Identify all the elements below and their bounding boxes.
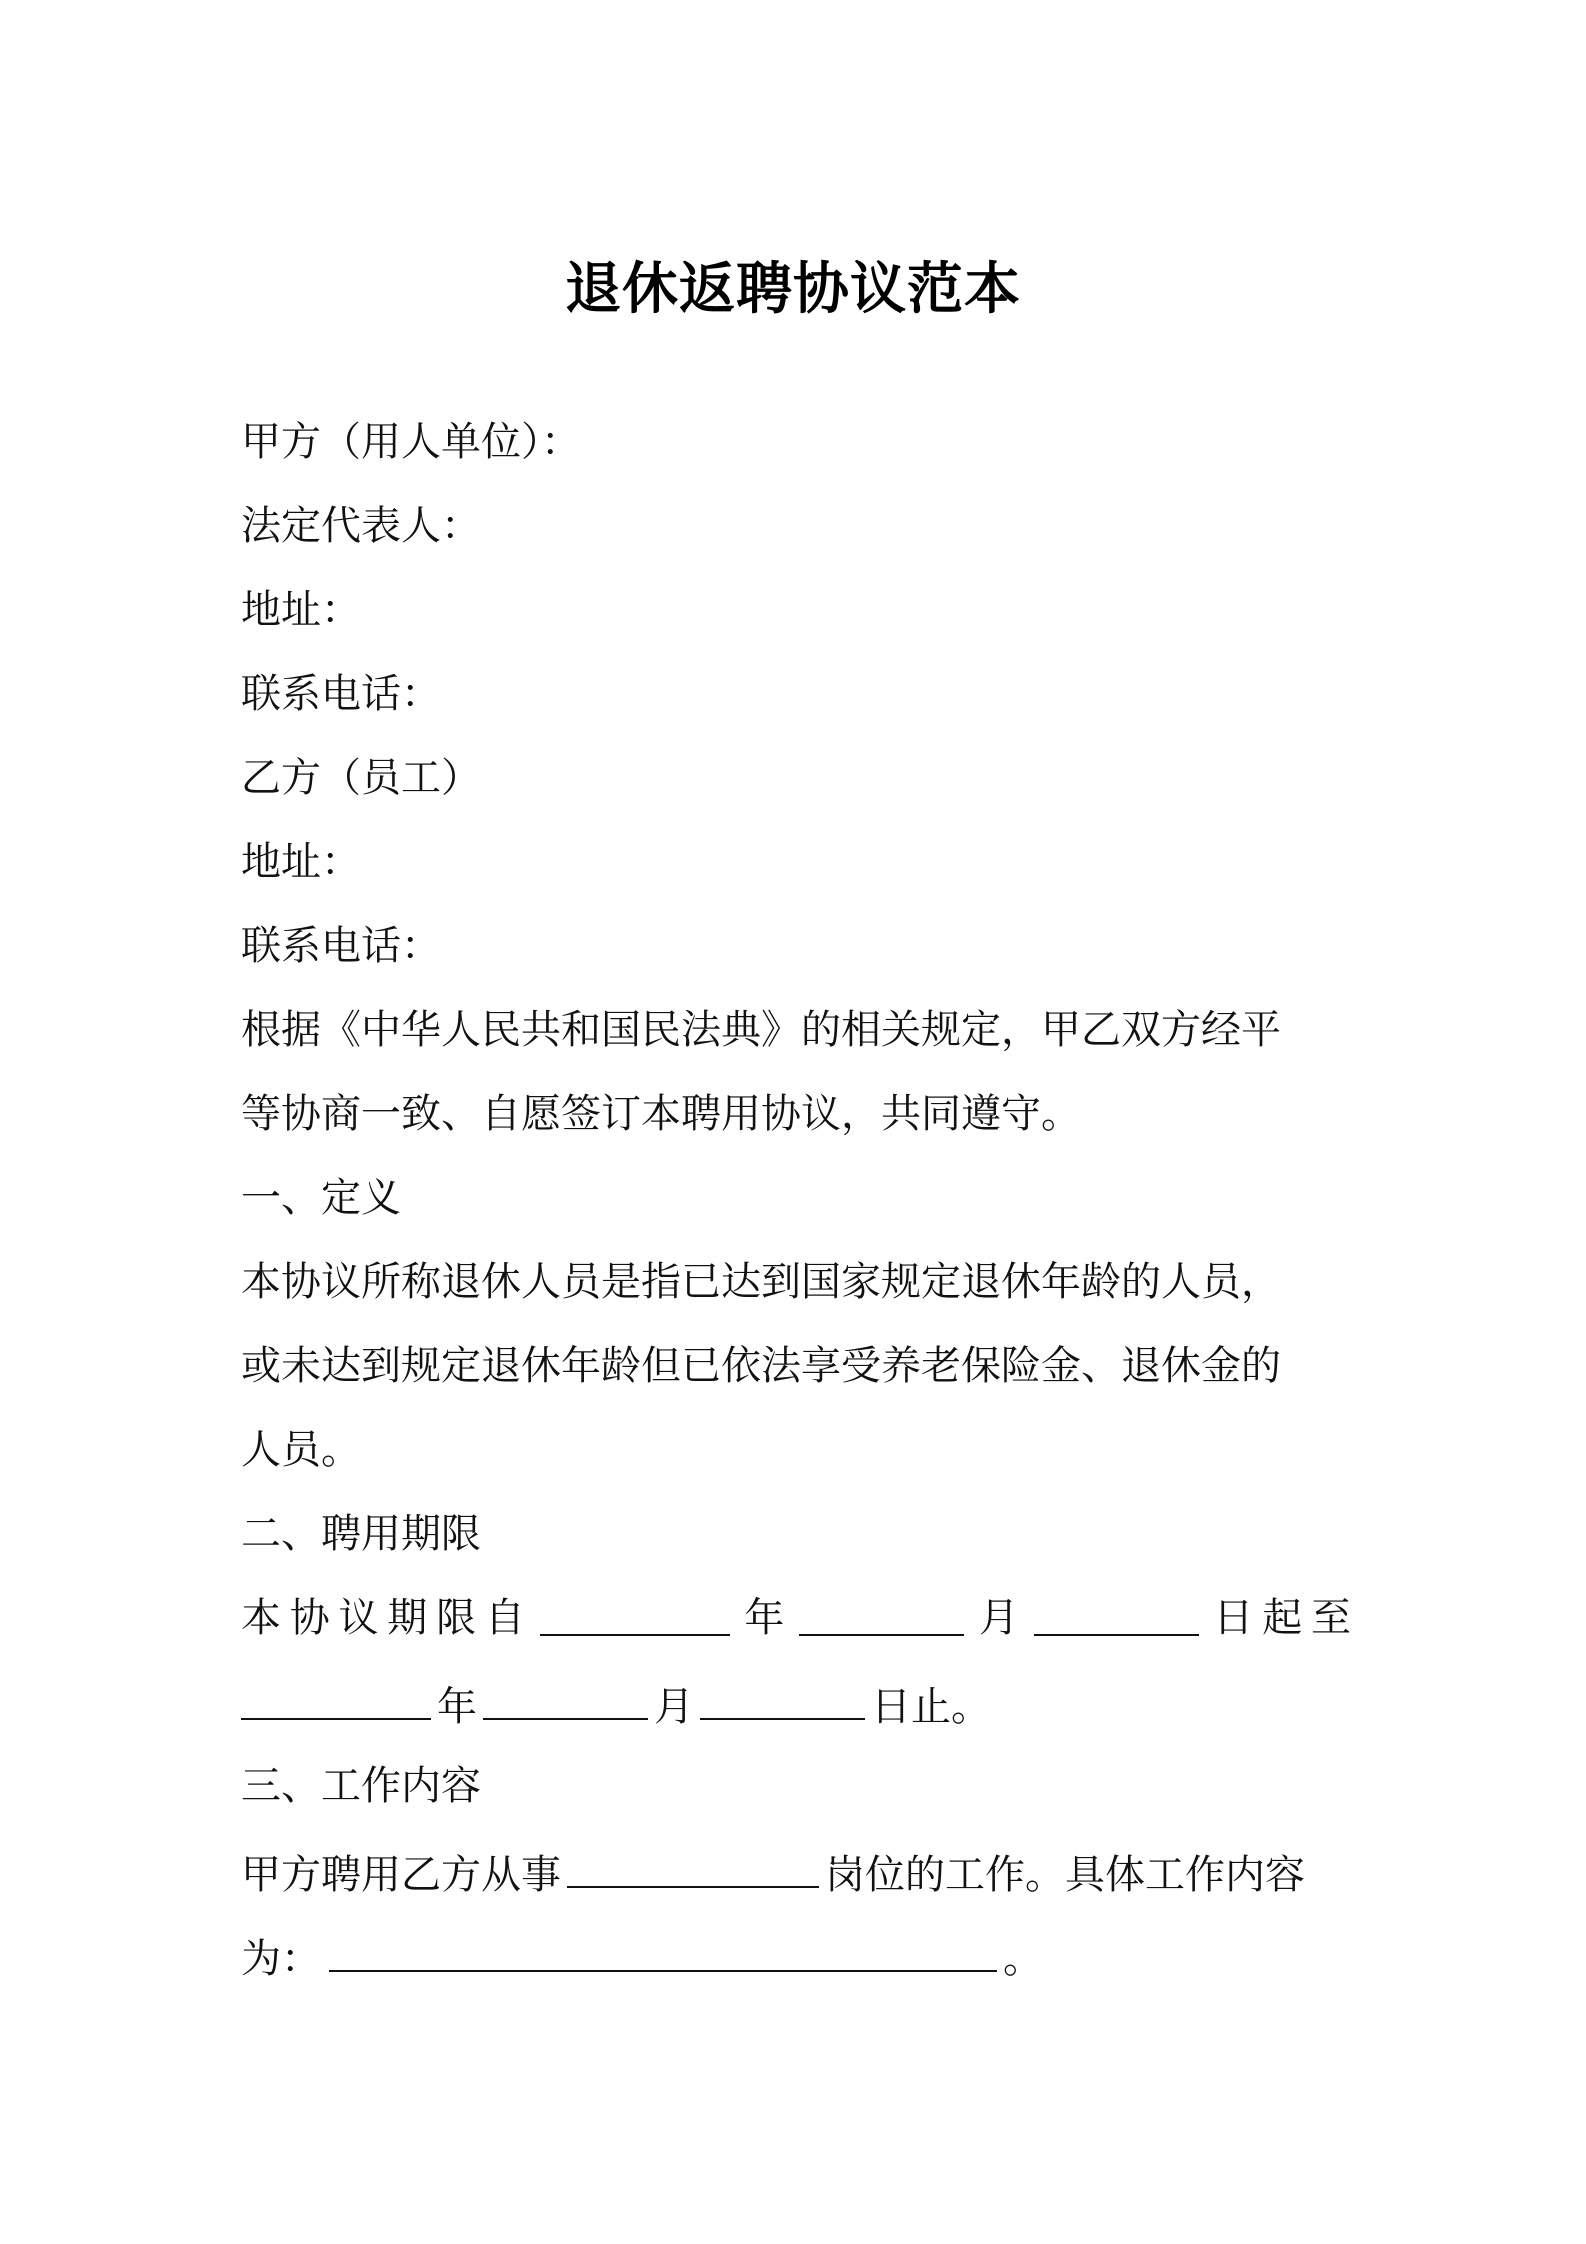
start-year-label: 年 <box>744 1595 785 1641</box>
term-char: 议 <box>338 1595 379 1641</box>
party-a-legal-rep: 法定代表人： <box>241 503 481 549</box>
term-char: 期 <box>387 1595 428 1641</box>
end-year-label: 年 <box>437 1684 477 1730</box>
party-b-address: 地址： <box>241 839 361 885</box>
start-year-blank <box>540 1588 730 1636</box>
section-1-heading: 一、定义 <box>241 1175 401 1221</box>
zhi-char: 至 <box>1310 1595 1351 1641</box>
section-2-term-line-2 <box>241 1672 1361 1737</box>
start-day-blank <box>1034 1588 1199 1636</box>
party-a-address: 地址： <box>241 587 361 633</box>
section-3-heading: 三、工作内容 <box>241 1763 481 1809</box>
start-month-label: 月 <box>978 1595 1019 1641</box>
position-blank <box>567 1840 819 1888</box>
term-char: 自 <box>484 1595 525 1641</box>
party-a-label: 甲方（用人单位）： <box>241 419 581 465</box>
section-2-term-line-1 <box>241 1588 1351 1648</box>
start-month-blank <box>799 1588 964 1636</box>
party-a-phone: 联系电话： <box>241 671 441 717</box>
preamble-line-1: 根据《中华人民共和国民法典》的相关规定，甲乙双方经平 <box>241 1007 1281 1053</box>
section-1-line-3: 人员。 <box>241 1427 361 1473</box>
section-2-heading: 二、聘用期限 <box>241 1511 481 1557</box>
section-1-line-2: 或未达到规定退休年龄但已依法享受养老保险金、退休金的 <box>241 1343 1281 1389</box>
job-line-prefix: 甲方聘用乙方从事 <box>241 1852 561 1898</box>
term-char: 协 <box>289 1595 330 1641</box>
job-line-suffix: 岗位的工作。具体工作内容 <box>825 1852 1305 1898</box>
party-b-label: 乙方（员工） <box>241 755 481 801</box>
party-b-phone: 联系电话： <box>241 923 441 969</box>
preamble-line-2: 等协商一致、自愿签订本聘用协议，共同遵守。 <box>241 1091 1081 1137</box>
end-month-blank <box>483 1672 648 1720</box>
section-3-line-1 <box>241 1840 1361 1905</box>
content-line-prefix: 为： <box>241 1936 321 1982</box>
start-day-label: 日 <box>1213 1595 1254 1641</box>
content-line-suffix: 。 <box>1003 1936 1043 1982</box>
end-day-blank <box>700 1672 865 1720</box>
term-char: 限 <box>436 1595 477 1641</box>
section-3-line-2 <box>241 1924 1361 1989</box>
end-month-label: 月 <box>654 1684 694 1730</box>
end-year-blank <box>241 1672 431 1720</box>
end-day-label: 日止。 <box>871 1684 991 1730</box>
work-content-blank <box>329 1924 997 1972</box>
document-title: 退休返聘协议范本 <box>565 257 1021 322</box>
section-1-line-1: 本协议所称退休人员是指已达到国家规定退休年龄的人员， <box>241 1259 1281 1305</box>
qi-char: 起 <box>1262 1595 1303 1641</box>
term-char: 本 <box>241 1595 281 1641</box>
